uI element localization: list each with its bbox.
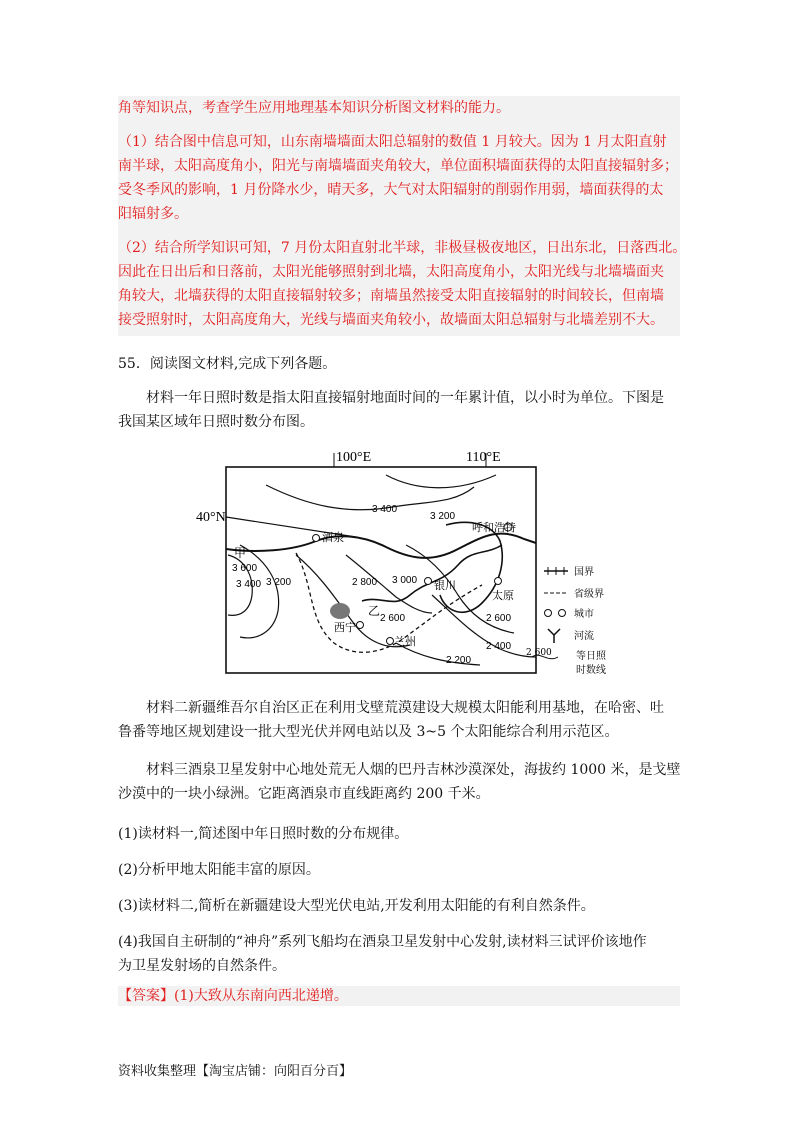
city-marker [313,535,320,542]
question-4-line: 为卫星发射场的自然条件。 [118,958,286,974]
analysis-p2-line: （2）结合所学知识可知，7 月份太阳直射北半球，非极昼极夜地区，日出东北，日落西北。 [118,240,687,256]
answer-text: (1)大致从东南向西北递增。 [174,988,348,1004]
material2-line: 材料二新疆维吾尔自治区正在利用戈壁荒漠建设大规模太阳能利用基地，在哈密、吐 [146,700,664,716]
city-label: 酒泉 [322,531,344,544]
qinghai-lake [330,603,350,619]
isoline-label: 3 000 [392,575,418,586]
isoline [266,485,474,510]
material2-line: 鲁番等地区规划建设一批大型光伏并网电站以及 3~5 个太阳能综合利用示范区。 [118,724,619,740]
city-marker [495,578,502,585]
place-jia: 甲 [234,546,247,560]
question-3: (3)读材料二,简析在新疆建设大型光伏电站,开发利用太阳能的有利自然条件。 [118,898,595,914]
legend-river-symbol [548,629,560,643]
isoline-label: 2 600 [486,613,512,624]
sunshine-hours-map [196,445,616,685]
isoline-label: 2 200 [446,655,472,666]
city-label: 太原 [492,589,514,602]
question-2: (2)分析甲地太阳能丰富的原因。 [118,862,320,878]
question-4-line: (4)我国自主研制的“神舟”系列飞船均在酒泉卫星发射中心发射,读材料三试评价该地作 [118,934,647,950]
legend-label: 河流 [574,631,594,642]
material1-line: 我国某区域年日照时数分布图。 [118,414,314,430]
city-marker [357,622,364,629]
isoline-label: 2 600 [380,613,406,624]
lon-label-110: 110°E [466,450,501,465]
answer-tag: 【答案】 [118,988,174,1004]
isoline-label: 2 400 [486,641,512,652]
analysis-p1-line: 阳辐射多。 [118,206,188,222]
footer-text: 资料收集整理【淘宝店铺：向阳百分百】 [118,1064,353,1079]
analysis-p2-line: 角较大，北墙获得的太阳直接辐射较多；南墙虽然接受太阳直接辐射的时间较长，但南墙 [118,288,664,304]
isoline-label: 3 200 [430,511,456,522]
isoline-label: 3 600 [232,563,258,574]
isoline-label: 3 400 [236,579,262,590]
lat-label-40: 40°N [196,510,226,525]
city-label: 西宁 [334,621,356,634]
question-title: 55．阅读图文材料,完成下列各题。 [118,356,337,372]
legend-value: 2 600 [526,648,552,658]
analysis-top-line: 角等知识点，考查学生应用地理基本知识分析图文材料的能力。 [118,100,510,116]
yellow-river [362,545,502,601]
answer-line [118,986,680,1006]
legend-label: 时数线 [576,665,606,676]
legend-label: 国界 [574,567,594,578]
isoline-label: 3 400 [372,504,398,515]
national-border [226,534,536,558]
legend-label: 城市 [574,609,594,620]
analysis-p1-line: 南半球，太阳高度角小，阳光与南墙墙面夹角较大，单位面积墙面获得的太阳直接辐射多； [118,158,678,174]
material1-line: 材料一年日照时数是指太阳直接辐射地面时间的一年累计值，以小时为单位。下图是 [146,390,664,406]
analysis-block [118,96,687,336]
analysis-p1-line: （1）结合图中信息可知，山东南墙墙面太阳总辐射的数值 1 月较大。因为 1 月太阳直射 [118,134,667,150]
material3-line: 沙漠中的一块小绿洲。它距离酒泉市直线距离约 200 千米。 [118,786,490,802]
city-label: 呼和浩特 [472,521,516,534]
analysis-p2-line: 因此在日出后和日落前，太阳光能够照射到北墙，太阳高度角小，太阳光线与北墙墙面夹 [118,264,664,280]
question-1: (1)读材料一,简述图中年日照时数的分布规律。 [118,826,409,842]
analysis-p1-line: 受冬季风的影响，1 月份降水少，晴天多，大气对太阳辐射的削弱作用弱，墙面获得的太 [118,182,664,198]
isoline-label: 3 200 [266,577,292,588]
isoline [386,475,496,488]
legend-city-symbol [545,610,552,617]
city-label: 银川 [434,579,456,592]
city-label: 兰州 [394,635,416,648]
isoline [432,595,536,657]
material3-line: 材料三酒泉卫星发射中心地处荒无人烟的巴丹吉林沙漠深处，海拔约 1000 米，是戈壁 [146,762,681,778]
legend-label: 省级界 [574,589,604,600]
legend-label: 等日照 [576,651,606,662]
lon-label-100: 100°E [336,450,372,465]
city-marker [425,578,432,585]
analysis-p2-line: 接受照射时，太阳高度角大，光线与墙面夹角较小，故墙面太阳总辐射与北墙差别不大。 [118,312,664,328]
isoline-label: 2 800 [352,577,378,588]
city-marker [387,638,394,645]
place-yi: 乙 [368,604,381,618]
